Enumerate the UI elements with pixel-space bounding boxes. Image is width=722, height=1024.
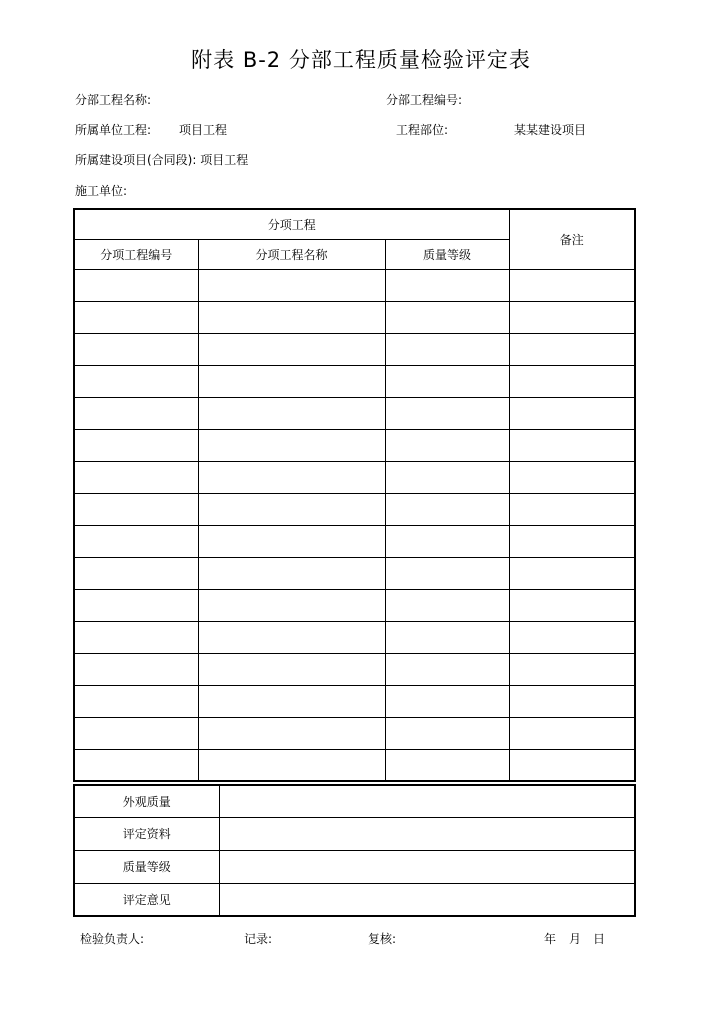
grade-cell [385, 525, 509, 557]
code-cell [74, 493, 198, 525]
code-cell [74, 653, 198, 685]
grade-cell [385, 333, 509, 365]
page-title: 附表 B-2 分部工程质量检验评定表 [191, 48, 531, 72]
name-cell [198, 429, 385, 461]
code-cell [74, 461, 198, 493]
remark-cell [509, 525, 635, 557]
code-cell [74, 365, 198, 397]
table-row [74, 301, 635, 333]
grade-cell [385, 493, 509, 525]
opinion-label: 评定意见 [74, 883, 219, 916]
name-cell [198, 589, 385, 621]
name-cell [198, 493, 385, 525]
remark-cell [509, 301, 635, 333]
table-row [74, 557, 635, 589]
table-row [74, 365, 635, 397]
code-cell [74, 269, 198, 301]
code-cell [74, 301, 198, 333]
grade-cell [385, 685, 509, 717]
table-row [74, 749, 635, 781]
name-cell [198, 653, 385, 685]
materials-label: 评定资料 [74, 817, 219, 850]
grade-cell [385, 749, 509, 781]
code-cell [74, 397, 198, 429]
project-label [75, 151, 248, 168]
items-table [73, 208, 636, 782]
remark-cell [509, 557, 635, 589]
grade-cell [385, 589, 509, 621]
code-cell [74, 749, 198, 781]
name-cell [198, 525, 385, 557]
remark-cell [509, 653, 635, 685]
name-cell [198, 333, 385, 365]
opinion-value [219, 883, 635, 916]
table-row [74, 653, 635, 685]
table-row [74, 397, 635, 429]
appearance-label: 外观质量 [74, 785, 219, 817]
recorder-label: 记录: [244, 932, 273, 946]
unit-label: 所属单位工程: [75, 123, 152, 137]
table-row [74, 685, 635, 717]
grade-cell [385, 429, 509, 461]
table-row [74, 333, 635, 365]
table-row [74, 461, 635, 493]
name-cell [198, 685, 385, 717]
remark-header: 备注 [509, 209, 635, 269]
remark-cell [509, 333, 635, 365]
col-header-name: 分项工程名称 [198, 239, 385, 269]
grade-cell [385, 461, 509, 493]
grade-cell [385, 557, 509, 589]
table-row [74, 269, 635, 301]
code-cell [74, 333, 198, 365]
date-day: 日 [593, 932, 606, 946]
col-header-code: 分项工程编号 [74, 239, 198, 269]
grade-cell [385, 653, 509, 685]
code-cell [74, 717, 198, 749]
grade-cell [385, 269, 509, 301]
position-value: 某某建设项目 [514, 123, 587, 137]
group-header: 分项工程 [74, 209, 509, 239]
grade-cell [385, 621, 509, 653]
grade-cell [385, 301, 509, 333]
constructor-label: 施工单位: [75, 184, 128, 198]
grade-label: 质量等级 [74, 850, 219, 883]
project-value: 项目工程 [200, 153, 249, 167]
code-cell [74, 557, 198, 589]
code-cell [74, 589, 198, 621]
code-cell [74, 685, 198, 717]
grade-cell [385, 717, 509, 749]
date-year: 年 [544, 932, 557, 946]
materials-value [219, 817, 635, 850]
fenbu-no-label: 分部工程编号: [386, 93, 463, 107]
table-row [74, 717, 635, 749]
code-cell [74, 525, 198, 557]
name-cell [198, 557, 385, 589]
unit-value: 项目工程 [179, 123, 228, 137]
fenbu-name-label: 分部工程名称: [75, 93, 152, 107]
code-cell [74, 621, 198, 653]
name-cell [198, 621, 385, 653]
table-row [74, 429, 635, 461]
name-cell [198, 461, 385, 493]
name-cell [198, 269, 385, 301]
inspector-label: 检验负责人: [80, 932, 145, 946]
name-cell [198, 397, 385, 429]
remark-cell [509, 493, 635, 525]
appearance-value [219, 785, 635, 817]
position-label: 工程部位: [396, 123, 449, 137]
evaluation-table [73, 784, 636, 917]
grade-value [219, 850, 635, 883]
remark-cell [509, 429, 635, 461]
name-cell [198, 717, 385, 749]
remark-cell [509, 461, 635, 493]
remark-cell [509, 749, 635, 781]
table-row [74, 589, 635, 621]
project-label-text: 所属建设项目(合同段): [75, 153, 197, 167]
reviewer-label: 复核: [368, 932, 397, 946]
remark-cell [509, 397, 635, 429]
remark-cell [509, 269, 635, 301]
name-cell [198, 365, 385, 397]
table-row [74, 621, 635, 653]
remark-cell [509, 685, 635, 717]
remark-cell [509, 621, 635, 653]
table-row [74, 493, 635, 525]
name-cell [198, 301, 385, 333]
remark-cell [509, 589, 635, 621]
code-cell [74, 429, 198, 461]
remark-cell [509, 717, 635, 749]
remark-cell [509, 365, 635, 397]
grade-cell [385, 397, 509, 429]
col-header-grade: 质量等级 [385, 239, 509, 269]
name-cell [198, 749, 385, 781]
table-row [74, 525, 635, 557]
grade-cell [385, 365, 509, 397]
date-month: 月 [569, 932, 582, 946]
